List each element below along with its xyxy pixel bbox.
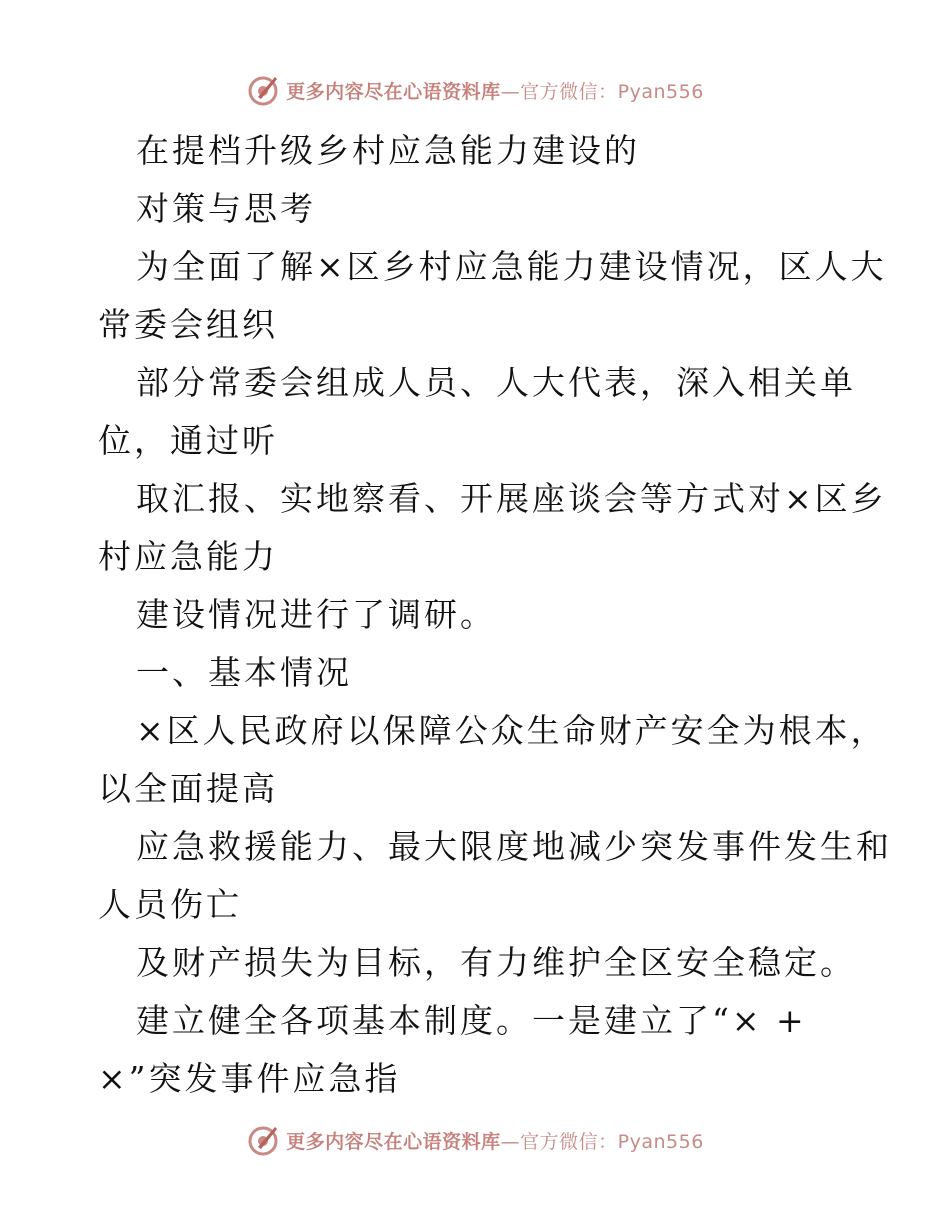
header-watermark [0,70,950,110]
paragraph-line: 村应急能力 [98,537,278,576]
document-body [98,122,892,1108]
paragraph-line: 建立健全各项基本制度。一是建立了“× + [136,1001,807,1040]
title-line-2: 对策与思考 [136,189,316,228]
paragraph-line: ×区人民政府以保障公众生命财产安全为根本， [136,711,887,750]
footer-watermark [0,1120,950,1160]
watermark-brand: 更多内容尽在心语资料库 [286,80,501,103]
paragraph-line: 及财产损失为目标，有力维护全区安全稳定。 [136,943,856,982]
watermark-suffix: —官方微信：Pyan556 [500,1130,704,1153]
paragraph-line: ×”突发事件应急指 [98,1059,401,1098]
paragraph-line: 应急救援能力、最大限度地减少突发事件发生和 [136,827,892,866]
watermark-brand: 更多内容尽在心语资料库 [286,1130,501,1153]
paragraph-line: 取汇报、实地察看、开展座谈会等方式对×区乡 [136,479,887,518]
section-heading: 一、基本情况 [136,653,352,692]
paragraph-line: 为全面了解×区乡村应急能力建设情况，区人大 [136,247,887,286]
quill-logo-icon [246,73,280,107]
title-line-1: 在提档升级乡村应急能力建设的 [136,131,640,170]
paragraph-line: 常委会组织 [98,305,278,344]
watermark-suffix: —官方微信：Pyan556 [500,80,704,103]
paragraph-line: 建设情况进行了调研。 [136,595,496,634]
paragraph-line: 人员伤亡 [98,885,242,924]
paragraph-line: 位，通过听 [98,421,278,460]
paragraph-line: 以全面提高 [98,769,278,808]
quill-logo-icon [246,1123,280,1157]
paragraph-line: 部分常委会组成人员、人大代表，深入相关单 [136,363,856,402]
